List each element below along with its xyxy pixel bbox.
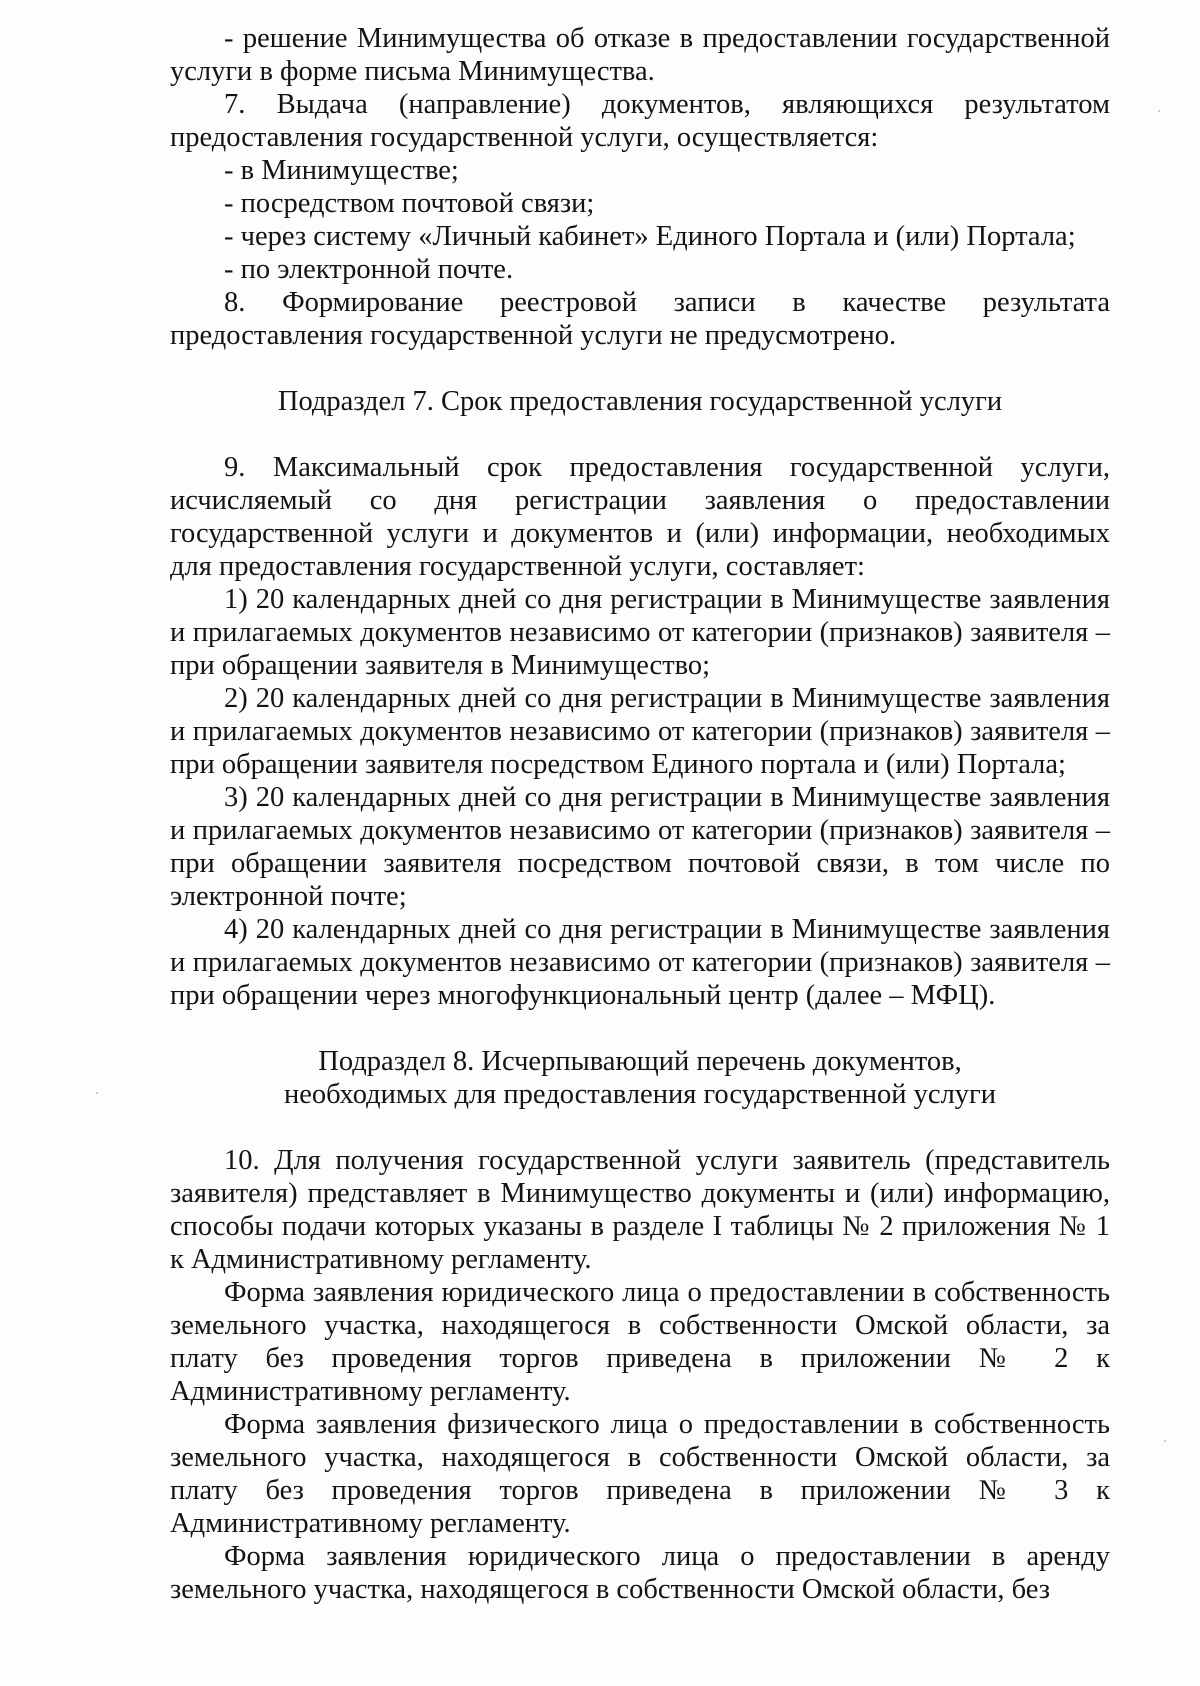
scan-speck: [1164, 1440, 1166, 1442]
paragraph-10-documents: 10. Для получения государственной услуги заявитель (представитель заявителя) представляет в Минимущество документы и (или) информацию, способы подачи которых указаны в разделе I таблицы № 2 приложения № 1 к Административному регламенту.: [170, 1145, 1110, 1275]
list-item-postal: - посредством почтовой связи;: [224, 188, 595, 219]
subsection-8-heading-line2: необходимых для предоставления государственной услуги: [283, 1079, 996, 1110]
list-item-ministry: - в Минимуществе;: [224, 155, 459, 186]
scan-speck: [96, 1092, 98, 1094]
subsection-8-heading-line1: Подраздел 8. Исчерпывающий перечень документов,: [318, 1046, 962, 1077]
form-individual-ownership: Форма заявления физического лица о предоставлении в собственность земельного участка, находящегося в собственности Омской области, за плату без проведения торгов приведена в приложении № 3 к Административному регламенту.: [170, 1409, 1110, 1539]
paragraph-refusal-letter: - решение Минимущества об отказе в предоставлении государственной услуги в форме письма Минимущества.: [170, 23, 1110, 87]
term-item-1: 1) 20 календарных дней со дня регистрации в Минимуществе заявления и прилагаемых документов независимо от категории (признаков) заявителя – при обращении заявителя в Минимущество;: [170, 584, 1110, 681]
subsection-7-heading: Подраздел 7. Срок предоставления государственной услуги: [277, 386, 1003, 417]
term-item-4: 4) 20 календарных дней со дня регистрации в Минимуществе заявления и прилагаемых документов независимо от категории (признаков) заявителя – при обращении через многофункциональный центр (далее – МФЦ).: [170, 914, 1110, 1011]
form-legal-entity-ownership: Форма заявления юридического лица о предоставлении в собственность земельного участка, находящегося в собственности Омской области, за плату без проведения торгов приведена в приложении № 2 к Административному регламенту.: [170, 1277, 1110, 1407]
paragraph-7-issuance: 7. Выдача (направление) документов, являющихся результатом предоставления государственной услуги, осуществляется:: [170, 89, 1110, 153]
paragraph-9-max-term: 9. Максимальный срок предоставления государственной услуги, исчисляемый со дня регистрации заявления о предоставлении государственной услуги и документов и (или) информации, необходимых для предоставления государственной услуги, составляет:: [170, 452, 1110, 582]
paragraph-8-registry: 8. Формирование реестровой записи в качестве результата предоставления государственной услуги не предусмотрено.: [170, 287, 1110, 351]
term-item-3: 3) 20 календарных дней со дня регистрации в Минимуществе заявления и прилагаемых документов независимо от категории (признаков) заявителя – при обращении заявителя посредством почтовой связи, в том числе по электронной почте;: [170, 782, 1110, 912]
term-item-2: 2) 20 календарных дней со дня регистрации в Минимуществе заявления и прилагаемых документов независимо от категории (признаков) заявителя – при обращении заявителя посредством Единого портала и (или) Портала;: [170, 683, 1110, 780]
list-item-email: - по электронной почте.: [224, 254, 514, 285]
list-item-personal-cabinet: - через систему «Личный кабинет» Единого Портала и (или) Портала;: [224, 221, 1076, 252]
form-legal-entity-lease: Форма заявления юридического лица о предоставлении в аренду земельного участка, находящегося в собственности Омской области, без: [170, 1541, 1110, 1605]
document-body: [170, 22, 1110, 1606]
scan-speck: [1158, 110, 1160, 112]
